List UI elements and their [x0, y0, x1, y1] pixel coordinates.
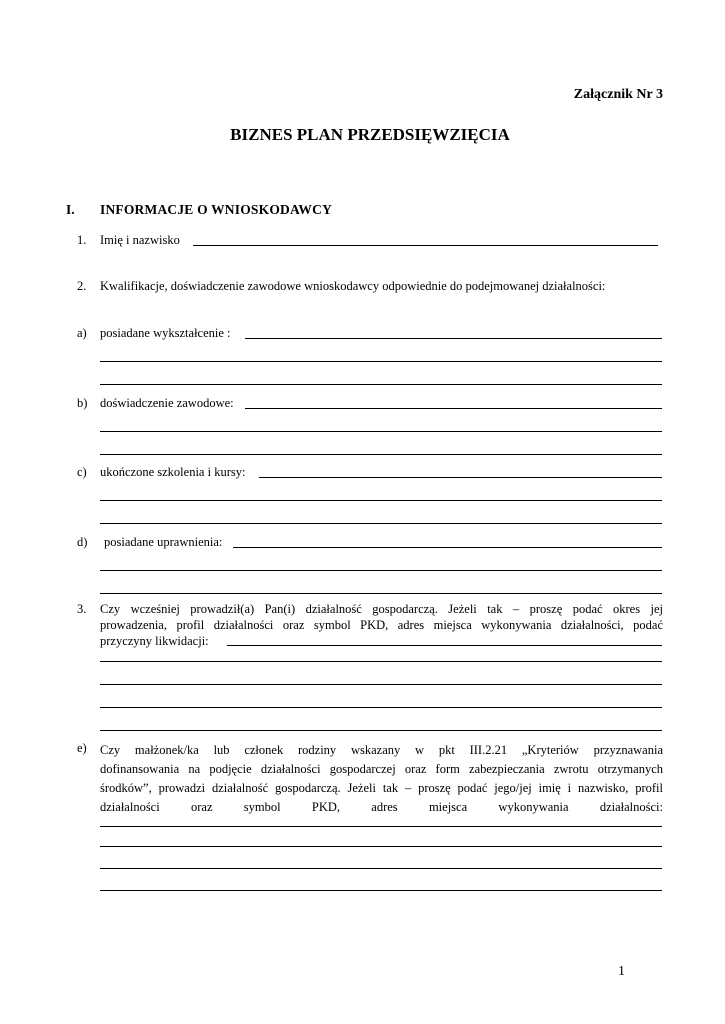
licenses-input-line-2[interactable]	[100, 570, 662, 571]
training-input-line-2[interactable]	[100, 500, 662, 501]
item-d-label: posiadane uprawnienia:	[104, 535, 223, 549]
item-3-number: 3.	[77, 602, 87, 616]
item-e-line-3: środków”, prowadzi działalność gospodarczą. Jeżeli tak – proszę podać jego/jej imię i nazwisko, profil	[100, 781, 663, 795]
item-1-number: 1.	[77, 233, 87, 247]
item-3-question	[100, 602, 663, 650]
item-c-label: ukończone szkolenia i kursy:	[100, 465, 246, 479]
item-b-label: doświadczenie zawodowe:	[100, 396, 234, 410]
training-input-line-3[interactable]	[100, 523, 662, 524]
name-input-line[interactable]	[193, 245, 658, 246]
item-c-letter: c)	[77, 465, 87, 479]
item-2-number: 2.	[77, 279, 87, 293]
prior-business-input-line-4[interactable]	[100, 707, 662, 708]
item-a-label: posiadane wykształcenie :	[100, 326, 231, 340]
family-business-input-line-1[interactable]	[100, 826, 662, 827]
family-business-input-line-3[interactable]	[100, 868, 662, 869]
section-number: I.	[66, 202, 75, 217]
family-business-input-line-4[interactable]	[100, 890, 662, 891]
item-1-label: Imię i nazwisko	[100, 233, 180, 247]
experience-input-line-3[interactable]	[100, 454, 662, 455]
prior-business-input-line-3[interactable]	[100, 684, 662, 685]
annex-label: Załącznik Nr 3	[573, 87, 663, 102]
education-input-line-1[interactable]	[245, 338, 662, 339]
item-e-line-4: działalności oraz symbol PKD, adres miejsca wykonywania działalności:	[100, 800, 663, 814]
page-number: 1	[618, 964, 625, 979]
family-business-input-line-2[interactable]	[100, 846, 662, 847]
item-3-line-1: Czy wcześniej prowadził(a) Pan(i) działalność gospodarczą. Jeżeli tak – proszę podać okres jej	[100, 602, 663, 616]
prior-business-input-line-1[interactable]	[227, 645, 662, 646]
item-e-line-1: Czy małżonek/ka lub członek rodziny wskazany w pkt III.2.21 „Kryteriów przyznawania	[100, 743, 663, 757]
prior-business-input-line-2[interactable]	[100, 661, 662, 662]
item-d-letter: d)	[77, 535, 88, 549]
prior-business-input-line-5[interactable]	[100, 730, 662, 731]
item-b-letter: b)	[77, 396, 88, 410]
item-e-line-2: dofinansowania na podjęcie działalności gospodarczej oraz form zabezpieczania zwrotu otrzymanych	[100, 762, 663, 776]
item-3-line-2: prowadzenia, profil działalności oraz symbol PKD, adres miejsca wykonywania działalności, podać	[100, 618, 663, 632]
page-title: BIZNES PLAN PRZEDSIĘWZIĘCIA	[230, 125, 510, 144]
experience-input-line-2[interactable]	[100, 431, 662, 432]
education-input-line-2[interactable]	[100, 361, 662, 362]
item-3-line-3: przyczyny likwidacji:	[100, 634, 209, 648]
education-input-line-3[interactable]	[100, 384, 662, 385]
item-2-label: Kwalifikacje, doświadczenie zawodowe wnioskodawcy odpowiednie do podejmowanej działalności:	[100, 279, 606, 293]
item-a-letter: a)	[77, 326, 87, 340]
item-e-question	[100, 741, 663, 817]
licenses-input-line-3[interactable]	[100, 593, 662, 594]
section-title: INFORMACJE O WNIOSKODAWCY	[100, 202, 333, 217]
experience-input-line-1[interactable]	[245, 408, 662, 409]
item-e-letter: e)	[77, 741, 87, 755]
licenses-input-line-1[interactable]	[233, 547, 662, 548]
training-input-line-1[interactable]	[259, 477, 662, 478]
